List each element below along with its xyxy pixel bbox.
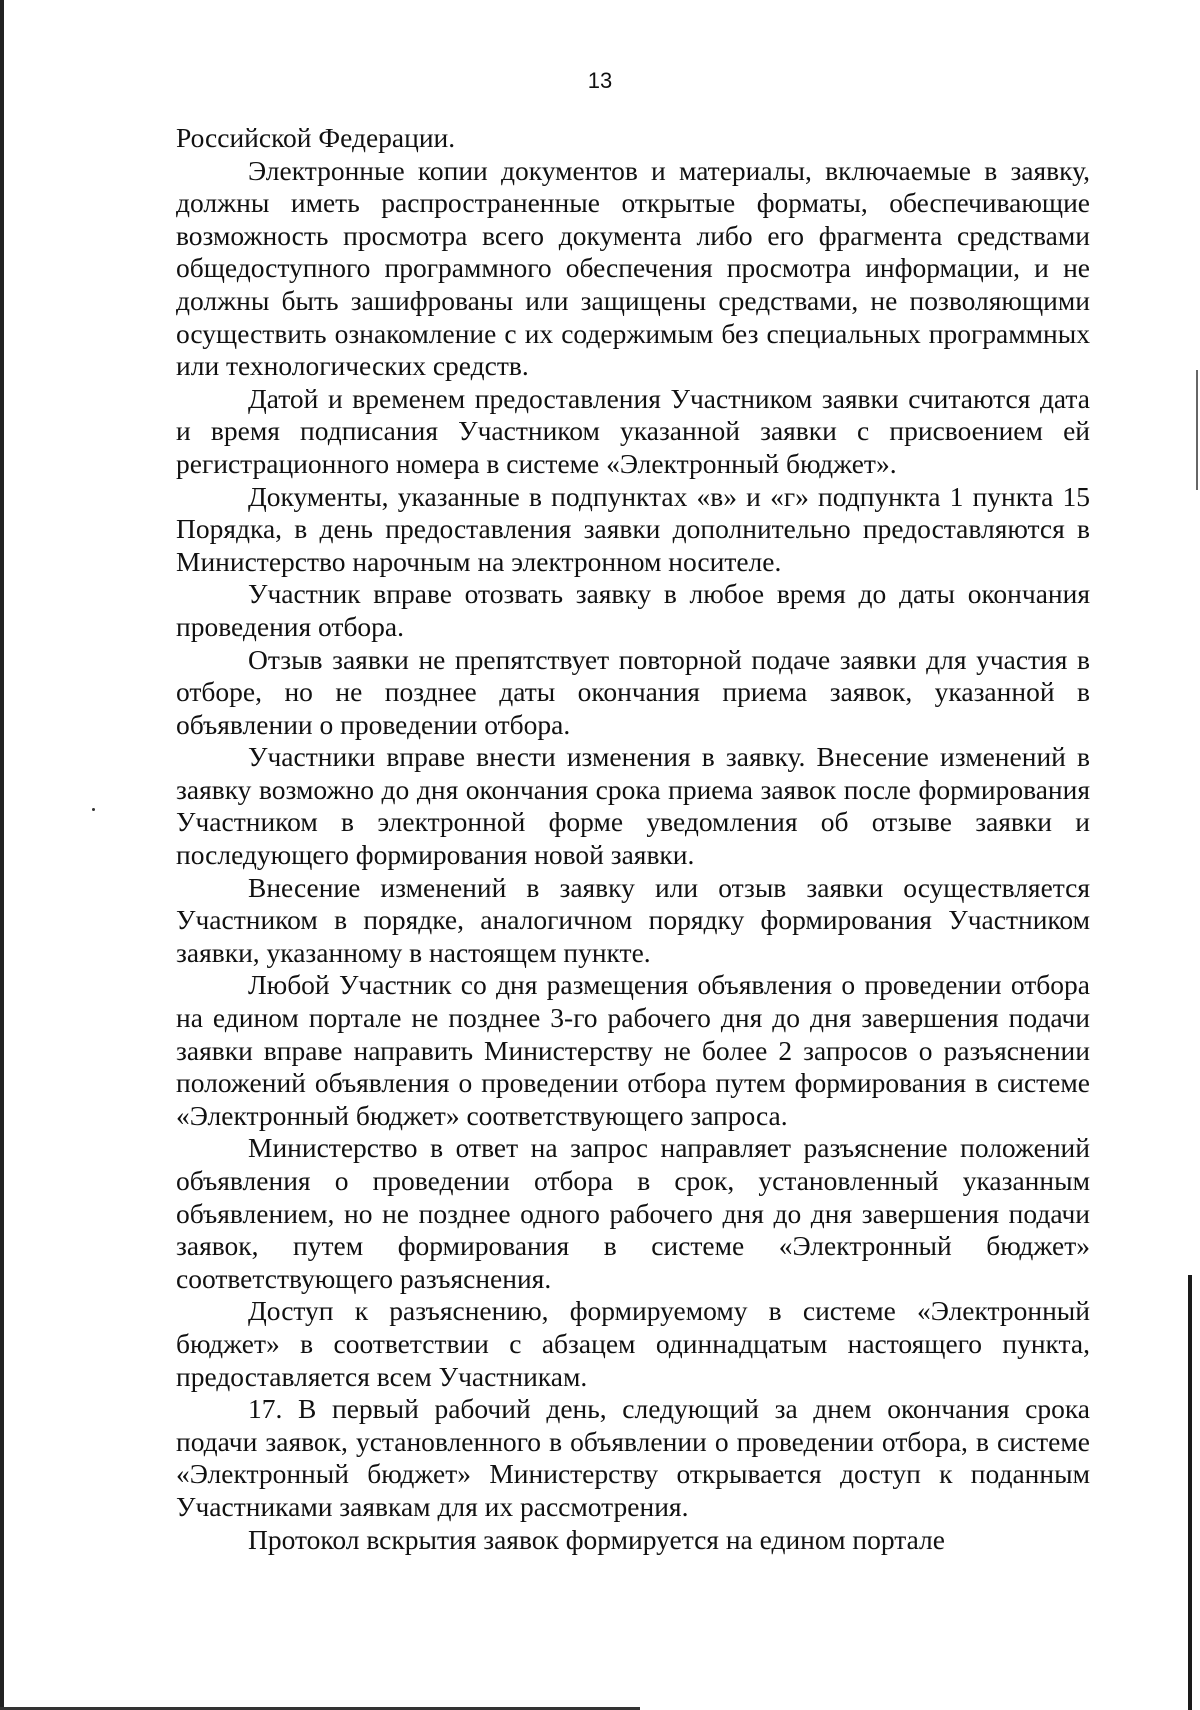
scan-speck <box>92 808 95 811</box>
paragraph-ministry-response: Министерство в ответ на запрос направляет разъяснение положений объявления о проведении отбора в срок, установленный указанным объявлением, но не позднее одного рабочего дня до дня завершения подачи заявок, путем формирования в системе «Электронный бюджет» соответствующего разъяснения. <box>176 1132 1090 1294</box>
scan-edge-left <box>0 0 4 1710</box>
document-body <box>176 122 1090 1556</box>
paragraph-submission-date: Датой и временем предоставления Участником заявки считаются дата и время подписания Участником указанной заявки с присвоением ей регистрационного номера в системе «Электронный бюджет». <box>176 382 1090 479</box>
page-number: 13 <box>587 68 613 93</box>
paragraph-clarification-access: Доступ к разъяснению, формируемому в системе «Электронный бюджет» в соответствии с абзацем одиннадцатым настоящего пункта, предоставляется всем Участникам. <box>176 1295 1090 1392</box>
paragraph-electronic-copies: Электронные копии документов и материалы, включаемые в заявку, должны иметь распространенные открытые форматы, обеспечивающие возможность просмотра всего документа либо его фрагмента средствами общедоступного программного обеспечения просмотра информации, и не должны быть зашифрованы или защищены средствами, не позволяющими осуществить ознакомление с их содержимым без специальных программных или технологических средств. <box>176 154 1090 382</box>
paragraph-item-17: 17. В первый рабочий день, следующий за днем окончания срока подачи заявок, установленного в объявлении о проведении отбора, в системе «Электронный бюджет» Министерству открывается доступ к поданным Участниками заявкам для их рассмотрения. <box>176 1393 1090 1522</box>
scan-edge-right-top <box>1196 370 1198 490</box>
paragraph-amendments: Участники вправе внести изменения в заявку. Внесение изменений в заявку возможно до дня окончания срока приема заявок после формирования Участником в электронной форме уведомления об отзыве заявки и последующего формирования новой заявки. <box>176 741 1090 871</box>
paragraph-continuation: Российской Федерации. <box>176 122 456 153</box>
paragraph-amendment-procedure: Внесение изменений в заявку или отзыв заявки осуществляется Участником в порядке, аналогичном порядку формирования Участником заявки, указанному в настоящем пункте. <box>176 871 1090 968</box>
paragraph-clarification-requests: Любой Участник со дня размещения объявления о проведении отбора на едином портале не позднее 3-го рабочего дня до дня завершения подачи заявки вправе направить Министерству не более 2 запросов о разъяснении положений объявления о проведении отбора путем формирования в системе «Электронный бюджет» соответствующего запроса. <box>176 969 1090 1131</box>
paragraph-opening-protocol: Протокол вскрытия заявок формируется на едином портале <box>248 1523 945 1555</box>
paragraph-withdrawal-right: Участник вправе отозвать заявку в любое время до даты окончания проведения отбора. <box>176 578 1090 642</box>
scan-edge-right-bottom <box>1188 1275 1192 1710</box>
paragraph-resubmission: Отзыв заявки не препятствует повторной подаче заявки для участия в отборе, но не позднее даты окончания приема заявок, указанной в объявлении о проведении отбора. <box>176 643 1090 740</box>
paragraph-documents-delivery: Документы, указанные в подпунктах «в» и «г» подпункта 1 пункта 15 Порядка, в день предоставления заявки дополнительно предоставляются в Министерство нарочным на электронном носителе. <box>176 480 1090 577</box>
